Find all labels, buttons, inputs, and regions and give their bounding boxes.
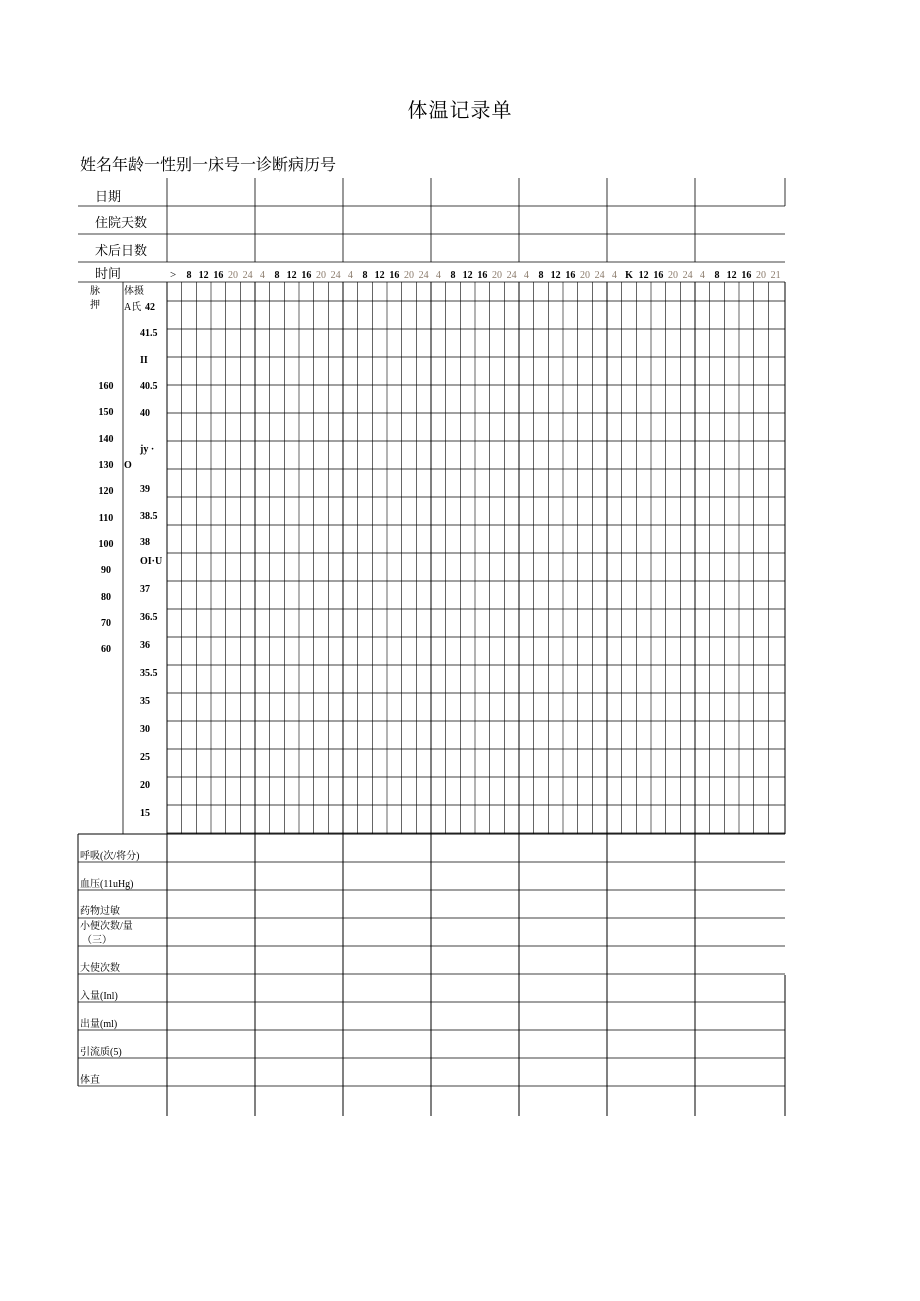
row-label-time: 时间 bbox=[95, 266, 122, 281]
time-label: 16 bbox=[653, 270, 664, 281]
time-label: 16 bbox=[741, 270, 752, 281]
time-label: 24 bbox=[242, 270, 253, 281]
patient-info-line: 姓名年龄一性别一床号一诊断病历号 bbox=[80, 155, 337, 174]
temp-axis-label: OI·U bbox=[140, 556, 163, 567]
time-label: 8 bbox=[362, 270, 368, 281]
pulse-axis-label: 160 bbox=[98, 381, 114, 392]
time-label: 8 bbox=[714, 270, 720, 281]
temp-axis-label: 20 bbox=[140, 780, 150, 791]
temp-header: 体摄 bbox=[124, 286, 144, 297]
time-label: 16 bbox=[213, 270, 224, 281]
temp-axis-label: II bbox=[140, 355, 148, 366]
time-label: 24 bbox=[594, 270, 605, 281]
bottom-row-label: 大使次数 bbox=[80, 963, 120, 974]
temp-axis-label: 35 bbox=[140, 696, 150, 707]
temp-axis-label: 38 bbox=[140, 537, 150, 548]
row-label-date: 日期 bbox=[95, 189, 122, 204]
pulse-axis-label: 150 bbox=[98, 407, 114, 418]
time-label: 20 bbox=[492, 270, 502, 281]
page-title: 体温记录单 bbox=[407, 98, 513, 122]
time-label: 16 bbox=[477, 270, 488, 281]
temp-axis-label: 40.5 bbox=[140, 381, 158, 392]
pulse-header: 脉 bbox=[90, 286, 100, 297]
pulse-axis-label: 90 bbox=[101, 565, 111, 576]
temp-axis-label: 40 bbox=[140, 408, 150, 419]
temp-axis-label: 42 bbox=[145, 302, 155, 313]
bottom-row-label: 入量(Inl) bbox=[80, 991, 118, 1002]
bottom-row-label: （三） bbox=[82, 935, 112, 946]
time-label: 12 bbox=[550, 270, 561, 281]
temp-axis-label: 30 bbox=[140, 724, 150, 735]
time-label: 20 bbox=[756, 270, 766, 281]
bottom-row-label: 体直 bbox=[80, 1075, 100, 1086]
row-label-postop-days: 术后日数 bbox=[95, 243, 148, 258]
temp-axis-label: 36.5 bbox=[140, 612, 158, 623]
time-label: 8 bbox=[274, 270, 280, 281]
time-label: 8 bbox=[186, 270, 192, 281]
time-label: 16 bbox=[301, 270, 312, 281]
bottom-row-label: 血压(11uHg) bbox=[80, 879, 134, 890]
temp-axis-label: 36 bbox=[140, 640, 150, 651]
bottom-row-label: 小便次数/量 bbox=[80, 921, 133, 932]
temp-axis-label: 39 bbox=[140, 484, 150, 495]
time-label: 8 bbox=[450, 270, 456, 281]
temp-axis-label: 41.5 bbox=[140, 328, 158, 339]
time-label: 12 bbox=[726, 270, 737, 281]
temp-axis-label: 15 bbox=[140, 808, 150, 819]
time-label: 12 bbox=[198, 270, 209, 281]
temp-axis-label: jy · bbox=[140, 444, 155, 455]
time-label: 12 bbox=[462, 270, 473, 281]
temp-axis-label: 38.5 bbox=[140, 511, 158, 522]
pulse-axis-label: 110 bbox=[98, 513, 114, 524]
bottom-row-label: 药物过敏 bbox=[80, 906, 120, 917]
temp-header: A氏 bbox=[124, 302, 142, 313]
bottom-row-label: 呼吸(次/将分) bbox=[80, 851, 140, 862]
time-label: 20 bbox=[316, 270, 326, 281]
time-label: 20 bbox=[668, 270, 678, 281]
time-label: 24 bbox=[330, 270, 341, 281]
pulse-header: 押 bbox=[90, 300, 100, 311]
time-label: 12 bbox=[638, 270, 649, 281]
temp-axis-label: 25 bbox=[140, 752, 150, 763]
time-label: 24 bbox=[506, 270, 517, 281]
temp-axis-label: 35.5 bbox=[140, 668, 158, 679]
bottom-row-label: 出量(ml) bbox=[80, 1019, 118, 1030]
time-label: 4 bbox=[611, 270, 617, 281]
pulse-axis-label: 130 bbox=[98, 460, 114, 471]
time-label: 12 bbox=[286, 270, 297, 281]
time-label: 24 bbox=[682, 270, 693, 281]
time-arrow: > bbox=[170, 269, 177, 281]
time-label: 4 bbox=[699, 270, 705, 281]
time-label: 16 bbox=[565, 270, 576, 281]
pulse-axis-label: 80 bbox=[101, 592, 111, 603]
pulse-axis-label: 70 bbox=[101, 618, 111, 629]
temp-axis-label: 37 bbox=[140, 584, 150, 595]
time-label: 4 bbox=[435, 270, 441, 281]
time-label: 8 bbox=[538, 270, 544, 281]
time-label: 16 bbox=[389, 270, 400, 281]
time-label: 4 bbox=[523, 270, 529, 281]
time-label: 20 bbox=[228, 270, 238, 281]
pulse-axis-label: 140 bbox=[98, 434, 114, 445]
pulse-axis-label: 120 bbox=[98, 486, 114, 497]
time-label: 24 bbox=[418, 270, 429, 281]
pulse-axis-label: 100 bbox=[98, 539, 114, 550]
temp-axis-label: O bbox=[124, 460, 132, 471]
time-label: 20 bbox=[404, 270, 414, 281]
row-label-hospital-days: 住院天数 bbox=[95, 215, 148, 230]
pulse-axis-label: 60 bbox=[101, 644, 111, 655]
time-label: 4 bbox=[347, 270, 353, 281]
time-label: 20 bbox=[580, 270, 590, 281]
time-label: 4 bbox=[259, 270, 265, 281]
time-label: 12 bbox=[374, 270, 385, 281]
time-label: K bbox=[625, 270, 633, 281]
time-label: 21 bbox=[770, 270, 781, 281]
bottom-row-label: 引流质(5) bbox=[80, 1047, 122, 1058]
